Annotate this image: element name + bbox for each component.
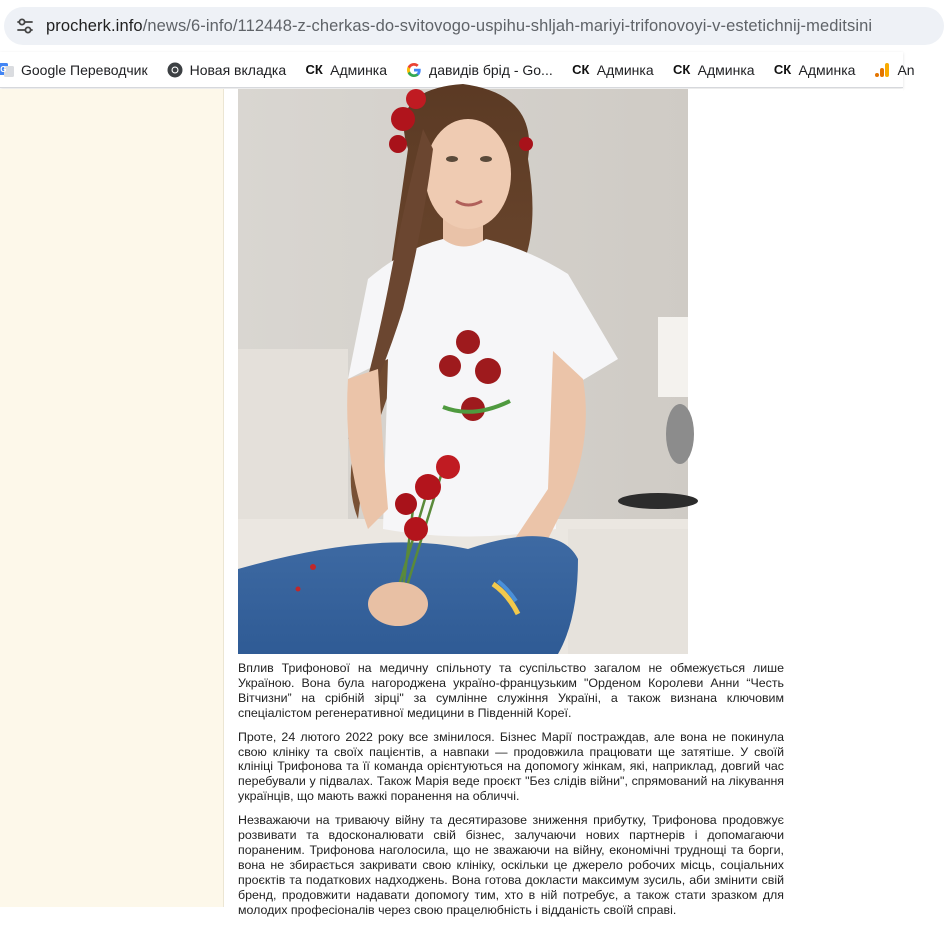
bookmark-label: Новая вкладка — [189, 61, 287, 78]
article-paragraph: Проте, 24 лютого 2022 року все змінилося. Бізнес Марії постраждав, але вона не покинула свою клініку та своїх пацієнтів, а навпаки — продовжила працювати ще затятіше. У своїй клініці Трифонова та її команда орієнтуються на допомогу жінкам, які, наприклад, довгий час перебували у підвалах. Також Марія веде проєкт "Без слідів війни", спрямований на лікування українців, що мають важкі поранення на обличчі. — [238, 729, 784, 804]
bookmark-admin[interactable] — [673, 62, 755, 78]
bookmarks-bar — [0, 52, 915, 88]
bookmark-google-search[interactable] — [406, 62, 553, 78]
bookmark-new-tab[interactable] — [167, 62, 287, 78]
url-host: procherk.info — [46, 16, 143, 35]
article-body — [238, 661, 784, 927]
ck-logo-icon: СК — [672, 62, 691, 77]
bookmark-admin[interactable] — [572, 62, 654, 78]
address-bar — [0, 0, 903, 52]
bookmark-analytics[interactable] — [874, 62, 914, 78]
site-settings-icon[interactable] — [14, 15, 36, 37]
left-sidebar — [0, 89, 224, 907]
bookmark-google-translate[interactable] — [0, 62, 148, 78]
url-path: /news/6-info/112448-z-cherkas-do-svitovogo-uspihu-shljah-mariyi-trifonovoyi-v-estetichnij-meditsini — [142, 16, 873, 35]
article-photo — [238, 89, 688, 654]
article-paragraph: Вплив Трифонової на медичну спільноту та суспільство загалом не обмежується лише Україною. Вона була нагороджена україно-французьким "Орденом Королеви Анни “Честь Вітчизни” на срібній зірці" за сумлінне служіння Україні, а також визнана ключовим спеціалістом регенеративної медицини в Південній Кореї. — [238, 661, 784, 720]
google-translate-icon — [0, 62, 14, 78]
bookmark-label: Google Переводчик — [21, 61, 148, 78]
ck-logo-icon: СК — [572, 62, 590, 77]
chrome-icon — [167, 62, 183, 78]
ck-logo-icon: СК — [773, 62, 792, 77]
bookmark-label: давидів брід - Go... — [429, 61, 553, 78]
bookmark-label: Админка — [330, 61, 388, 78]
analytics-icon — [874, 62, 890, 78]
article-paragraph: Незважаючи на триваючу війну та десятиразове зниження прибутку, Трифонова продовжує розвивати та вдосконалювати свій бізнес, залучаючи нових партнерів і допомагаючи пораненим. Трифонова наголосила, що не зважаючи на війну, економічні труднощі та борги, вона не збирається закривати свою клініку, оскільки це джерело робочих місць, соціальних проєктів та податкових надходжень. Вона готова докласти максимум зусиль, аби змінити свій бренд, продовжити надавати допомогу тим, хто в ній потребує, а також стати зразком для молодих професіоналів через свою працелюбність і відданість своїй справі. — [238, 813, 784, 917]
bookmark-label: Админка — [798, 61, 856, 78]
url-field[interactable] — [4, 7, 944, 45]
bookmark-admin[interactable] — [305, 62, 387, 78]
url-text — [46, 17, 872, 36]
web-page — [0, 89, 903, 917]
ck-logo-icon: СК — [305, 62, 323, 77]
bookmark-label: Админка — [596, 61, 654, 78]
bookmark-label: Админка — [697, 61, 755, 78]
google-g-icon — [406, 62, 422, 78]
bookmark-label: An — [897, 61, 915, 78]
svg-text:G: G — [0, 64, 7, 74]
bookmark-admin[interactable] — [774, 62, 856, 78]
